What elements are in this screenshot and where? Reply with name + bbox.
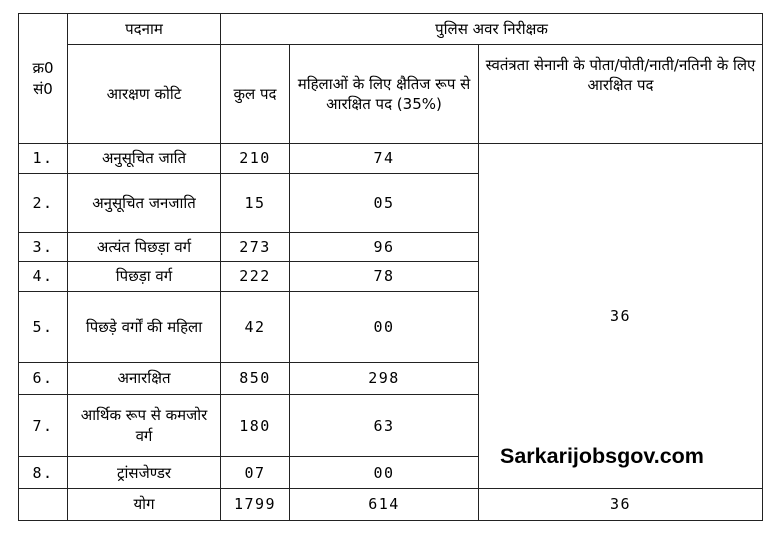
header-women-reserved: महिलाओं के लिए क्षैतिज रूप से आरक्षित पद (35%) bbox=[290, 44, 479, 143]
row-women: 63 bbox=[290, 394, 479, 456]
row-category: अनारक्षित bbox=[68, 363, 221, 395]
row-total: 180 bbox=[221, 394, 290, 456]
total-row-sr-empty bbox=[19, 489, 68, 521]
row-women: 05 bbox=[290, 173, 479, 232]
row-sr: 4. bbox=[19, 261, 68, 291]
row-total: 42 bbox=[221, 291, 290, 363]
row-women: 96 bbox=[290, 233, 479, 262]
row-category: अत्यंत पिछड़ा वर्ग bbox=[68, 233, 221, 262]
row-total: 210 bbox=[221, 144, 290, 174]
row-category: अनुसूचित जनजाति bbox=[68, 173, 221, 232]
freedom-fighter-combined-cell: 36 bbox=[479, 144, 763, 489]
header-total-posts: कुल पद bbox=[221, 44, 290, 143]
row-total: 07 bbox=[221, 457, 290, 489]
row-total: 15 bbox=[221, 173, 290, 232]
header-freedom-fighter-reserved: स्वतंत्रता सेनानी के पोता/पोती/नाती/नतिनी के लिए आरक्षित पद bbox=[479, 44, 763, 143]
row-category: ट्रांसजेण्डर bbox=[68, 457, 221, 489]
row-sr: 8. bbox=[19, 457, 68, 489]
row-sr: 6. bbox=[19, 363, 68, 395]
total-posts-sum: 1799 bbox=[221, 489, 290, 521]
total-label: योग bbox=[68, 489, 221, 521]
total-women-sum: 614 bbox=[290, 489, 479, 521]
row-category: आर्थिक रूप से कमजोर वर्ग bbox=[68, 394, 221, 456]
header-row-2 bbox=[19, 44, 763, 143]
row-category: अनुसूचित जाति bbox=[68, 144, 221, 174]
row-sr: 5. bbox=[19, 291, 68, 363]
row-category: पिछड़ा वर्ग bbox=[68, 261, 221, 291]
row-women: 00 bbox=[290, 457, 479, 489]
header-reservation-category: आरक्षण कोटि bbox=[68, 44, 221, 143]
table-row bbox=[19, 144, 763, 174]
row-sr: 2. bbox=[19, 173, 68, 232]
row-sr: 3. bbox=[19, 233, 68, 262]
watermark: Sarkarijobsgov.com bbox=[500, 444, 704, 468]
row-women: 298 bbox=[290, 363, 479, 395]
row-total: 850 bbox=[221, 363, 290, 395]
row-women: 78 bbox=[290, 261, 479, 291]
row-total: 273 bbox=[221, 233, 290, 262]
total-freedom-fighter-sum: 36 bbox=[479, 489, 763, 521]
row-total: 222 bbox=[221, 261, 290, 291]
row-category: पिछड़े वर्गों की महिला bbox=[68, 291, 221, 363]
row-women: 00 bbox=[290, 291, 479, 363]
header-row-1 bbox=[19, 14, 763, 45]
row-sr: 7. bbox=[19, 394, 68, 456]
total-row bbox=[19, 489, 763, 521]
header-post-name: पदनाम bbox=[68, 14, 221, 45]
header-post-group: पुलिस अवर निरीक्षक bbox=[221, 14, 763, 45]
row-sr: 1. bbox=[19, 144, 68, 174]
row-women: 74 bbox=[290, 144, 479, 174]
header-sr-no: क्र0 सं0 bbox=[19, 14, 68, 144]
